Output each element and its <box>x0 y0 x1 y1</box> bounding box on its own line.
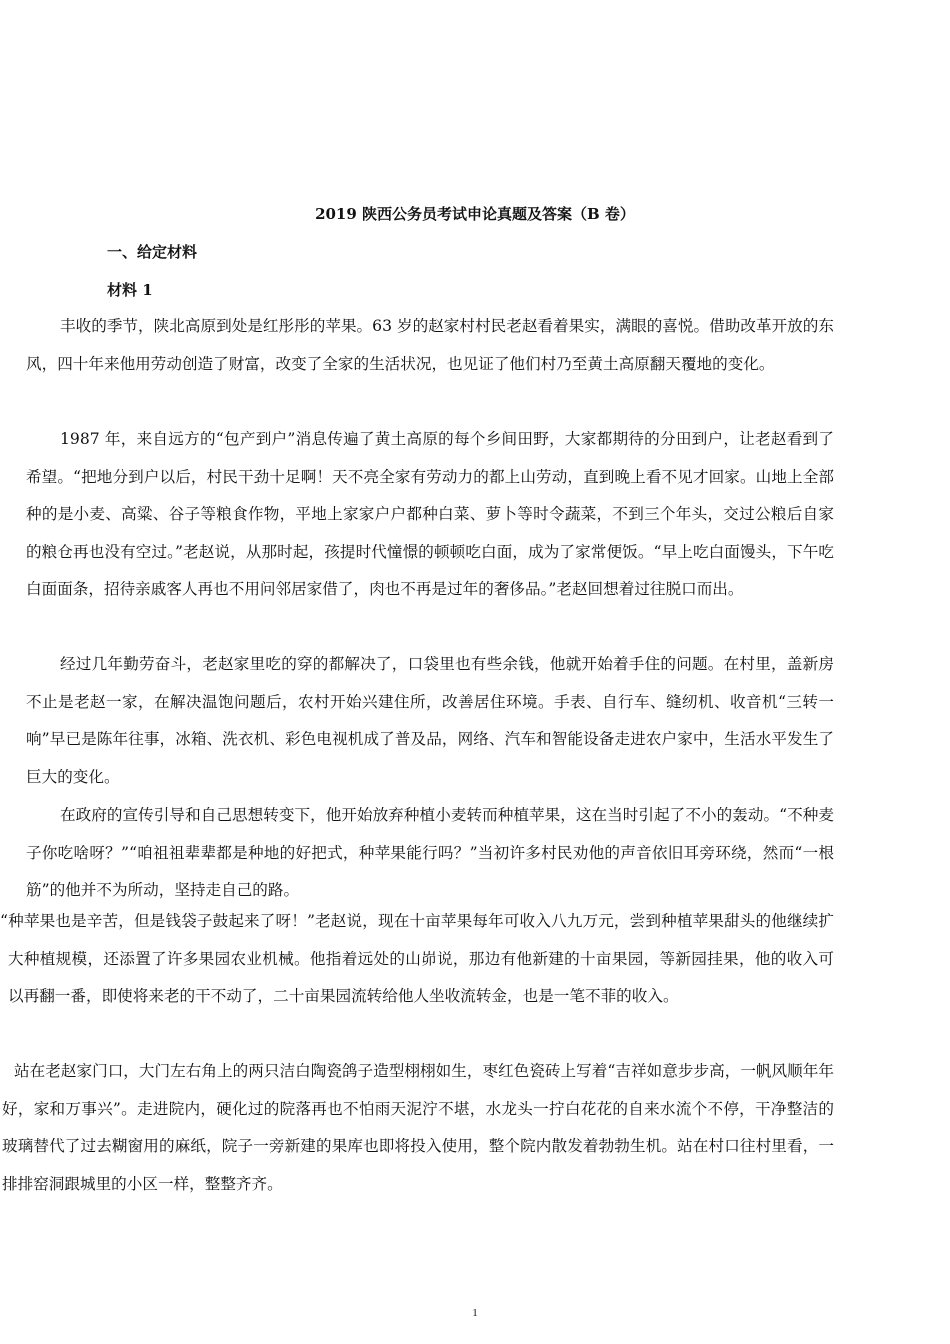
paragraph-6: 站在老赵家门口，大门左右角上的两只洁白陶瓷鸽子造型栩栩如生，枣红色瓷砖上写着“吉祥如意步步高，一帆风顺年年好，家和万事兴”。走进院内，硬化过的院落再也不怕雨天泥泞不堪，水龙头一拧白花花的自来水流个不停，干净整洁的玻璃替代了过去糊窗用的麻纸，院子一旁新建的果库也即将投入使用，整个院内散发着勃勃生机。站在村口往村里看，一排排窑洞跟城里的小区一样，整整齐齐。 <box>2 1062 834 1193</box>
paragraph-2: 1987 年，来自远方的“包产到户”消息传遍了黄土高原的每个乡间田野，大家都期待的分田到户，让老赵看到了希望。“把地分到户以后，村民干劲十足啊！天不亮全家有劳动力的都上山劳动，直到晚上看不见才回家。山地上全部种的是小麦、高粱、谷子等粮食作物，平地上家家户户都种白菜、萝卜等时令蔬菜，不到三个年头，交过公粮后自家的粮仓再也没有空过。”老赵说，从那时起，孩提时代憧憬的顿顿吃白面，成为了家常便饭。“早上吃白面馒头，下午吃白面面条，招待亲戚客人再也不用问邻居家借了，肉也不再是过年的奢侈品。”老赵回想着过往脱口而出。 <box>26 430 834 598</box>
section-heading: 一、给定材料 <box>107 243 198 261</box>
material-heading: 材料 1 <box>107 281 153 299</box>
paragraph-4: 在政府的宣传引导和自己思想转变下，他开始放弃种植小麦转而种植苹果，这在当时引起了不小的轰动。“不种麦子你吃啥呀？”“咱祖祖辈辈都是种地的好把式，种苹果能行吗？”当初许多村民劝他的声音依旧耳旁环绕，然而“一根筋”的他并不为所动，坚持走自己的路。 <box>26 806 834 899</box>
page-number: 1 <box>472 1307 478 1319</box>
paragraph-3: 经过几年勤劳奋斗，老赵家里吃的穿的都解决了，口袋里也有些余钱，他就开始着手住的问题。在村里，盖新房不止是老赵一家，在解决温饱问题后，农村开始兴建住所，改善居住环境。手表、自行车、缝纫机、收音机“三转一响”早已是陈年往事，冰箱、洗衣机、彩色电视机成了普及品，网络、汽车和智能设备走进农户家中，生活水平发生了巨大的变化。 <box>26 655 834 786</box>
document-title: 2019 陕西公务员考试申论真题及答案（B 卷） <box>315 205 635 223</box>
paragraph-1: 丰收的季节，陕北高原到处是红彤彤的苹果。63 岁的赵家村村民老赵看着果实，满眼的喜悦。借助改革开放的东风，四十年来他用劳动创造了财富，改变了全家的生活状况，也见证了他们村乃至黄土高原翻天覆地的变化。 <box>26 317 834 373</box>
paragraph-5: “种苹果也是辛苦，但是钱袋子鼓起来了呀！”老赵说，现在十亩苹果每年可收入八九万元，尝到种植苹果甜头的他继续扩大种植规模，还添置了许多果园农业机械。他指着远处的山峁说，那边有他新建的十亩果园，等新园挂果，他的收入可以再翻一番，即使将来老的干不动了，二十亩果园流转给他人坐收流转金，也是一笔不菲的收入。 <box>0 912 834 1005</box>
